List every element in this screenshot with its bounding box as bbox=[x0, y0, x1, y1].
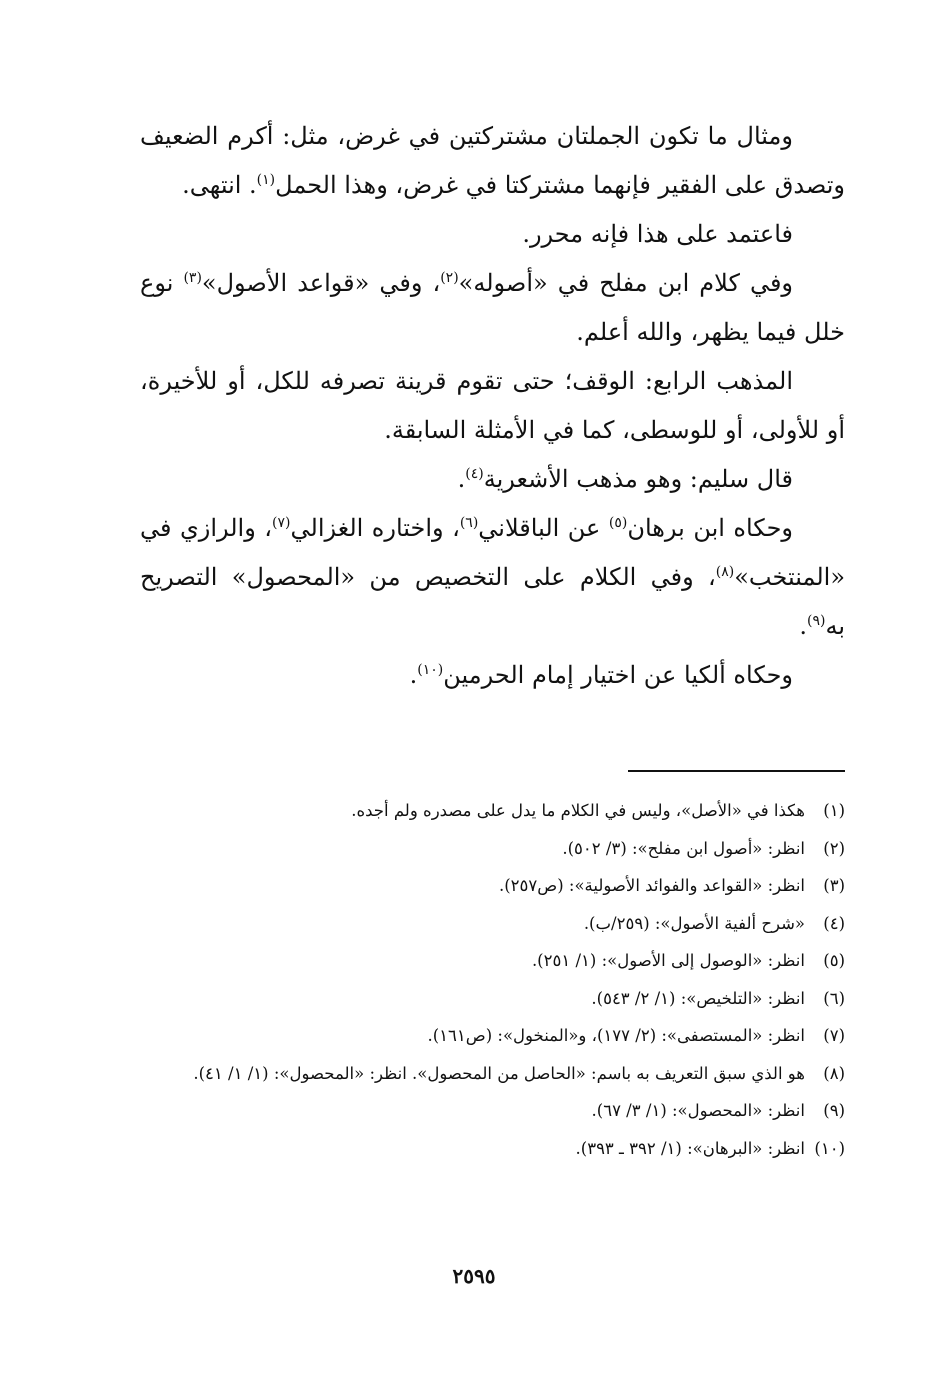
footnote-item bbox=[140, 1092, 845, 1130]
footnote-number: (٥) bbox=[823, 951, 845, 970]
footnote-item bbox=[140, 942, 845, 980]
paragraph: ومثال ما تكون الجملتان مشتركتين في غرض، مثل: أكرم الضعيف وتصدق على الفقير فإنهما مشتركتا في غرض، وهذا الحمل$^{(١)}$. انتهى. bbox=[140, 122, 845, 199]
footnote-number: (٧) bbox=[823, 1026, 845, 1045]
footnote-number: (٣) bbox=[823, 876, 845, 895]
footnote-number: (٤) bbox=[823, 913, 845, 933]
footnote-text: هو الذي سبق التعريف به باسم: «الحاصل من المحصول». انظر: «المحصول»: (١/ ١/ ٤١). bbox=[193, 1063, 805, 1083]
footnote-number: (١٠) bbox=[814, 1138, 845, 1158]
footnote-reference[interactable]: (٣) bbox=[183, 270, 202, 286]
page-content bbox=[140, 112, 845, 1167]
footnotes-list bbox=[140, 792, 845, 1167]
footnote-text: انظر: «أصول ابن مفلح»: (٣/ ٥٠٢). bbox=[562, 838, 805, 858]
footnote-reference[interactable]: (٧) bbox=[272, 515, 291, 531]
footnote-reference[interactable]: (١) bbox=[256, 172, 276, 188]
footnote-number: (١) bbox=[823, 801, 845, 820]
footnote-reference[interactable]: (٩) bbox=[806, 613, 826, 629]
footnote-reference[interactable]: (٤) bbox=[465, 466, 484, 482]
paragraph: وحكاه ألكيا عن اختيار إمام الحرمين$^{(١٠)}$. bbox=[409, 661, 793, 689]
footnote-item bbox=[140, 830, 845, 868]
footnote-text: هكذا في «الأصل»، وليس في الكلام ما يدل على مصدره ولم أجده. bbox=[351, 801, 805, 820]
paragraph: المذهب الرابع: الوقف؛ حتى تقوم قرينة تصرفه للكل، أو للأخيرة، أو للأولى، أو للوسطى، كما في الأمثلة السابقة. bbox=[140, 367, 845, 444]
footnote-number: (٩) bbox=[823, 1101, 845, 1120]
footnote-reference[interactable]: (٥) bbox=[608, 515, 628, 531]
footnote-text: انظر: «المستصفى»: (٢/ ١٧٧)، و«المنخول»: (ص١٦١). bbox=[427, 1026, 805, 1045]
footnote-separator bbox=[628, 770, 845, 772]
footnote-text: انظر: «البرهان»: (١/ ٣٩٢ ـ ٣٩٣). bbox=[575, 1138, 805, 1158]
paragraph: وفي كلام ابن مفلح في «أصوله»$^{(٢)}$، وفي «قواعد الأصول»$^{(٣)}$ نوع خلل فيما يظهر، والله أعلم. bbox=[140, 269, 845, 346]
footnote-item bbox=[140, 1055, 845, 1093]
footnote-text: انظر: «التلخيص»: (١/ ٢/ ٥٤٣). bbox=[591, 988, 805, 1008]
footnote-item bbox=[140, 980, 845, 1018]
footnote-item bbox=[140, 792, 845, 830]
footnote-text: انظر: «الوصول إلى الأصول»: (١/ ٢٥١). bbox=[531, 951, 805, 970]
footnote-number: (٢) bbox=[823, 838, 845, 858]
footnote-number: (٨) bbox=[823, 1063, 845, 1083]
footnote-text: انظر: «القواعد والفوائد الأصولية»: (ص٢٥٧). bbox=[498, 876, 805, 895]
footnote-reference[interactable]: (٢) bbox=[440, 270, 459, 286]
footnote-item bbox=[140, 905, 845, 943]
footnote-reference[interactable]: (٨) bbox=[715, 564, 735, 580]
paragraph: قال سليم: وهو مذهب الأشعرية$^{(٤)}$. bbox=[457, 465, 793, 493]
footnote-item bbox=[140, 1017, 845, 1055]
main-text bbox=[140, 112, 845, 700]
footnote-item bbox=[140, 1130, 845, 1168]
footnote-number: (٦) bbox=[823, 988, 845, 1008]
footnote-item bbox=[140, 867, 845, 905]
footnote-text: «شرح ألفية الأصول»: (٢٥٩/ب). bbox=[583, 913, 805, 933]
paragraph: فاعتمد على هذا فإنه محرر. bbox=[522, 220, 793, 248]
footnote-reference[interactable]: (١٠) bbox=[417, 662, 444, 678]
footnote-text: انظر: «المحصول»: (١/ ٣/ ٦٧). bbox=[591, 1101, 805, 1120]
paragraph: وحكاه ابن برهان$^{(٥)}$ عن الباقلاني$^{(٦)}$، واختاره الغزالي$^{(٧)}$، والرازي في «المنتخب»$^{(٨)}$، وفي الكلام على التخصيص من «المحصول» التصريح به$^{(٩)}$. bbox=[140, 514, 845, 640]
footnote-reference[interactable]: (٦) bbox=[459, 515, 479, 531]
page-number: ٢٥٩٥ bbox=[452, 1264, 496, 1288]
